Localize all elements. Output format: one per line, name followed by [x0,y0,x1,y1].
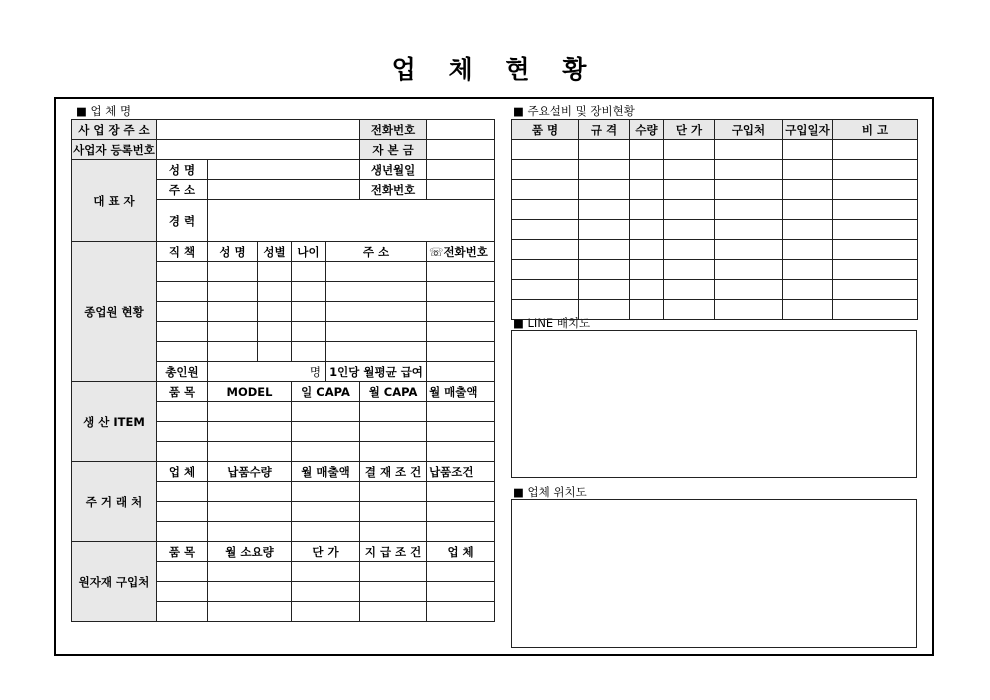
equipment-header: 규 격 [579,120,630,140]
table-cell[interactable] [157,342,208,362]
table-cell[interactable] [157,282,208,302]
table-cell[interactable] [715,140,783,160]
employees-header: 직 책 [157,242,208,262]
table-cell[interactable] [715,240,783,260]
label-rep-name: 성 명 [157,160,208,180]
table-cell[interactable] [157,502,208,522]
customers-header: 월 매출액 [292,462,360,482]
table-cell[interactable] [360,482,427,502]
table-cell[interactable] [326,282,427,302]
table-cell[interactable] [512,280,579,300]
table-cell[interactable] [326,302,427,322]
table-cell[interactable] [157,602,208,622]
table-cell[interactable] [664,260,715,280]
section-company-name: ■ 업 체 명 [76,104,132,118]
table-cell[interactable] [427,262,495,282]
label-representative: 대 표 자 [72,160,157,242]
table-row [512,240,918,260]
equipment-header: 단 가 [664,120,715,140]
table-cell[interactable] [630,140,664,160]
table-cell[interactable] [208,422,292,442]
table-cell[interactable] [512,260,579,280]
table-cell[interactable] [292,402,360,422]
equipment-header: 구입처 [715,120,783,140]
table-cell[interactable] [157,442,208,462]
table-cell[interactable] [833,180,918,200]
table-cell[interactable] [360,402,427,422]
table-cell[interactable] [157,582,208,602]
company-info-table [71,119,495,622]
table-cell[interactable] [292,482,360,502]
table-cell[interactable] [208,322,258,342]
customers-header: 결 재 조 건 [360,462,427,482]
table-cell[interactable] [579,160,630,180]
employees-header: 성별 [258,242,292,262]
table-cell[interactable] [208,402,292,422]
table-row [512,260,918,280]
table-cell[interactable] [427,562,495,582]
production-header: MODEL [208,382,292,402]
table-cell[interactable] [579,280,630,300]
table-cell[interactable] [157,482,208,502]
table-cell[interactable] [783,280,833,300]
table-cell[interactable] [664,240,715,260]
table-cell[interactable] [715,220,783,240]
table-cell[interactable] [208,302,258,322]
field-registration-number[interactable] [157,140,360,160]
table-cell[interactable] [208,342,258,362]
customers-header: 업 체 [157,462,208,482]
customers-header: 납품수량 [208,462,292,482]
suppliers-header: 업 체 [427,542,495,562]
table-cell[interactable] [292,322,326,342]
suppliers-header: 품 목 [157,542,208,562]
table-cell[interactable] [783,200,833,220]
table-cell[interactable] [664,140,715,160]
table-cell[interactable] [579,220,630,240]
table-cell[interactable] [579,300,630,320]
unit-people: 명 [309,364,321,379]
table-cell[interactable] [833,220,918,240]
table-cell[interactable] [258,282,292,302]
label-employees: 종업원 현황 [72,242,157,382]
table-cell[interactable] [783,220,833,240]
table-cell[interactable] [630,200,664,220]
table-row [512,180,918,200]
table-cell[interactable] [157,402,208,422]
table-row [512,220,918,240]
label-capital: 자 본 금 [360,140,427,160]
section-equipment: ■ 주요설비 및 장비현황 [513,104,635,118]
table-cell[interactable] [258,342,292,362]
table-cell[interactable] [427,302,495,322]
line-layout-box[interactable] [511,330,917,478]
table-cell[interactable] [630,160,664,180]
table-cell[interactable] [833,160,918,180]
table-cell[interactable] [783,260,833,280]
table-cell[interactable] [512,140,579,160]
section-company-location: ■ 업체 위치도 [513,485,587,499]
table-cell[interactable] [833,280,918,300]
table-cell[interactable] [833,140,918,160]
field-average-salary[interactable] [427,362,495,382]
table-cell[interactable] [292,342,326,362]
label-rep-birth: 생년월일 [360,160,427,180]
table-cell[interactable] [630,240,664,260]
table-cell[interactable] [208,522,292,542]
table-cell[interactable] [157,302,208,322]
table-cell[interactable] [715,200,783,220]
label-business-address: 사 업 장 주 소 [72,120,157,140]
table-cell[interactable] [630,180,664,200]
table-cell[interactable] [427,482,495,502]
label-registration-number: 사업자 등록번호 [72,140,157,160]
table-cell[interactable] [208,502,292,522]
equipment-header: 품 명 [512,120,579,140]
table-cell[interactable] [630,280,664,300]
table-cell[interactable] [833,300,918,320]
table-cell[interactable] [833,260,918,280]
table-cell[interactable] [715,160,783,180]
suppliers-header: 단 가 [292,542,360,562]
employees-header: 주 소 [326,242,427,262]
equipment-header: 비 고 [833,120,918,140]
label-rep-address: 주 소 [157,180,208,200]
table-cell[interactable] [512,180,579,200]
table-cell[interactable] [292,522,360,542]
page-title: 업 체 현 황 [391,55,599,84]
table-cell[interactable] [292,442,360,462]
table-cell[interactable] [208,262,258,282]
table-cell[interactable] [427,602,495,622]
table-cell[interactable] [715,300,783,320]
table-row [512,300,918,320]
table-cell[interactable] [360,602,427,622]
table-cell[interactable] [208,442,292,462]
table-cell[interactable] [512,200,579,220]
table-cell[interactable] [292,582,360,602]
table-cell[interactable] [157,322,208,342]
table-cell[interactable] [360,442,427,462]
table-cell[interactable] [427,402,495,422]
table-row [512,160,918,180]
table-cell[interactable] [326,262,427,282]
table-cell[interactable] [664,180,715,200]
table-cell[interactable] [664,200,715,220]
table-cell[interactable] [664,280,715,300]
table-cell[interactable] [579,200,630,220]
table-cell[interactable] [783,160,833,180]
table-cell[interactable] [292,282,326,302]
table-cell[interactable] [427,502,495,522]
production-header: 월 매출액 [427,382,495,402]
table-cell[interactable] [427,582,495,602]
equipment-table [511,119,918,320]
table-cell[interactable] [326,322,427,342]
table-cell[interactable] [664,300,715,320]
table-cell[interactable] [783,180,833,200]
table-cell[interactable] [292,562,360,582]
label-phone: 전화번호 [360,120,427,140]
table-cell[interactable] [512,240,579,260]
label-main-customers: 주 거 래 처 [72,462,157,542]
table-cell[interactable] [258,322,292,342]
table-row [512,140,918,160]
production-header: 일 CAPA [292,382,360,402]
table-cell[interactable] [157,422,208,442]
equipment-header: 구입일자 [783,120,833,140]
employees-header: 성 명 [208,242,258,262]
suppliers-header: 월 소요량 [208,542,292,562]
table-cell[interactable] [258,302,292,322]
table-cell[interactable] [579,240,630,260]
table-cell[interactable] [630,220,664,240]
label-average-salary: 1인당 월평균 급여 [326,362,427,382]
table-cell[interactable] [360,502,427,522]
field-rep-career[interactable] [208,200,495,242]
table-cell[interactable] [715,180,783,200]
table-cell[interactable] [664,160,715,180]
table-cell[interactable] [579,260,630,280]
table-cell[interactable] [427,282,495,302]
table-cell[interactable] [360,422,427,442]
employees-header: 나이 [292,242,326,262]
table-cell[interactable] [157,262,208,282]
table-cell[interactable] [360,562,427,582]
customers-header: 납품조건 [427,462,495,482]
table-cell[interactable] [427,522,495,542]
company-location-box[interactable] [511,499,917,648]
table-cell[interactable] [783,300,833,320]
table-cell[interactable] [579,180,630,200]
table-cell[interactable] [208,282,258,302]
field-capital[interactable] [427,140,495,160]
table-cell[interactable] [292,502,360,522]
field-phone[interactable] [427,120,495,140]
field-rep-birth[interactable] [427,160,495,180]
table-cell[interactable] [157,522,208,542]
table-cell[interactable] [208,602,292,622]
table-cell[interactable] [715,280,783,300]
table-cell[interactable] [630,300,664,320]
table-cell[interactable] [512,300,579,320]
section-line-layout: ■ LINE 배치도 [513,316,591,330]
table-cell[interactable] [833,240,918,260]
label-total-employees: 총인원 [157,362,208,382]
table-cell[interactable] [292,302,326,322]
table-cell[interactable] [208,482,292,502]
table-cell[interactable] [512,160,579,180]
suppliers-header: 지 급 조 건 [360,542,427,562]
field-rep-address[interactable] [208,180,360,200]
table-cell[interactable] [208,562,292,582]
table-cell[interactable] [157,562,208,582]
label-rep-career: 경 력 [157,200,208,242]
table-cell[interactable] [208,582,292,602]
label-raw-material-suppliers: 원자재 구입처 [72,542,157,622]
field-rep-phone[interactable] [427,180,495,200]
table-cell[interactable] [664,220,715,240]
table-cell[interactable] [360,582,427,602]
table-cell[interactable] [292,422,360,442]
label-rep-phone: 전화번호 [360,180,427,200]
table-cell[interactable] [512,220,579,240]
table-cell[interactable] [783,140,833,160]
field-rep-name[interactable] [208,160,360,180]
table-cell[interactable] [258,262,292,282]
table-cell[interactable] [427,422,495,442]
table-cell[interactable] [630,260,664,280]
production-header: 품 목 [157,382,208,402]
table-cell[interactable] [427,442,495,462]
table-row [512,280,918,300]
table-cell[interactable] [427,322,495,342]
table-cell[interactable] [715,260,783,280]
field-business-address[interactable] [157,120,360,140]
field-total-employees[interactable] [208,362,326,382]
employees-header: ☏전화번호 [427,242,495,262]
table-cell[interactable] [579,140,630,160]
table-cell[interactable] [783,240,833,260]
label-production-item: 생 산 ITEM [72,382,157,462]
table-cell[interactable] [292,262,326,282]
table-cell[interactable] [833,200,918,220]
table-cell[interactable] [292,602,360,622]
table-cell[interactable] [326,342,427,362]
table-cell[interactable] [360,522,427,542]
equipment-header: 수량 [630,120,664,140]
table-row [512,200,918,220]
production-header: 월 CAPA [360,382,427,402]
table-cell[interactable] [427,342,495,362]
